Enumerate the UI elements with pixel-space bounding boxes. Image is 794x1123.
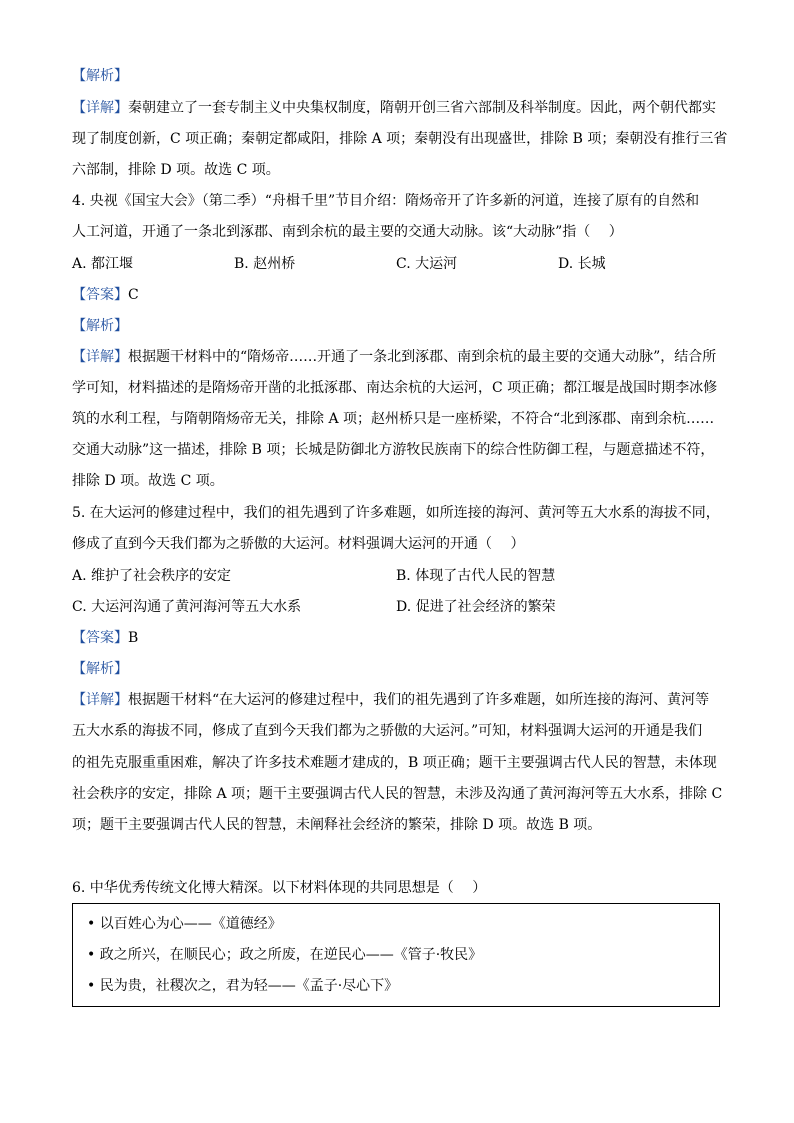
q5-option-c: C. 大运河沟通了黄河海河等五大水系 [72,599,302,615]
question-6-stem: 6. 中华优秀传统文化博大精深。以下材料体现的共同思想是（ ） [72,880,487,896]
question-5-stem: 5. 在大运河的修建过程中，我们的祖先遇到了许多难题，如所连接的海河、黄河等五大水系的海拔不同， [72,505,720,521]
q5-option-a: A. 维护了社会秩序的安定 [72,568,232,584]
detail-line: 【详解】秦朝建立了一套专制主义中央集权制度，隋朝开创三省六部制及科举制度。因此，两个朝代都实 [72,100,716,116]
detail-line: 【详解】根据题干材料中的“隋炀帝……开通了一条北到涿郡、南到余杭的最主要的交通大动脉”，结合所 [72,349,717,365]
q5-option-b: B. 体现了古代人民的智慧 [396,568,556,584]
detail-line: 筑的水利工程，与隋朝隋炀帝无关，排除 A 项；赵州桥只是一座桥梁，不符合“北到涿郡、南到余杭…… [72,411,715,427]
quote-item: • 民为贵，社稷次之，君为轻——《孟子·尽心下》 [87,978,399,994]
q4-option-a: A. 都江堰 [72,256,134,272]
question-4-stem: 人工河道，开通了一条北到涿郡、南到余杭的最主要的交通大动脉。该“大动脉”指（ ） [72,224,623,240]
quote-item: • 政之所兴，在顺民心；政之所废，在逆民心——《管子·牧民》 [87,947,483,963]
analysis-label: 【解析】 [72,661,128,677]
analysis-label: 【解析】 [72,68,128,84]
detail-line: 排除 D 项。故选 C 项。 [72,473,224,489]
detail-line: 学可知，材料描述的是隋炀帝开凿的北抵涿郡、南达余杭的大运河，C 项正确；都江堰是战国时期李冰修 [72,380,718,396]
q5-answer: 【答案】B [72,630,139,646]
q5-option-d: D. 促进了社会经济的繁荣 [396,599,556,615]
detail-line: 六部制，排除 D 项。故选 C 项。 [72,162,280,178]
q4-answer: 【答案】C [72,287,139,303]
detail-line: 项；题干主要强调古代人民的智慧，未阐释社会经济的繁荣，排除 D 项。故选 B 项。 [72,817,602,833]
detail-line: 的祖先克服重重困难，解决了许多技术难题才建成的，B 项正确；题干主要强调古代人民的智慧，未体现 [72,755,717,771]
detail-line: 五大水系的海拔不同，修成了直到今天我们都为之骄傲的大运河。”可知，材料强调大运河的开通是我们 [72,723,703,739]
analysis-label: 【解析】 [72,318,128,334]
quote-item: • 以百姓心为心——《道德经》 [87,916,282,932]
q4-option-b: B. 赵州桥 [234,256,296,272]
q4-option-d: D. 长城 [558,256,606,272]
detail-line: 社会秩序的安定，排除 A 项；题干主要强调古代人民的智慧，未涉及沟通了黄河海河等五大水系，排除 C [72,786,723,802]
detail-line: 【详解】根据题干材料“在大运河的修建过程中，我们的祖先遇到了许多难题，如所连接的海河、黄河等 [72,692,710,708]
question-4-stem: 4. 央视《国宝大会》（第二季）“舟楫千里”节目介绍：隋炀帝开了许多新的河道，连接了原有的自然和 [72,193,700,209]
quote-box [72,903,720,1007]
question-5-stem: 修成了直到今天我们都为之骄傲的大运河。材料强调大运河的开通（ ） [72,536,525,552]
q4-option-c: C. 大运河 [396,256,458,272]
detail-line: 现了制度创新，C 项正确；秦朝定都咸阳，排除 A 项；秦朝没有出现盛世，排除 B 项；秦朝没有推行三省 [72,131,728,147]
detail-line: 交通大动脉”这一描述，排除 B 项；长城是防御北方游牧民族南下的综合性防御工程，与题意描述不符， [72,442,715,458]
